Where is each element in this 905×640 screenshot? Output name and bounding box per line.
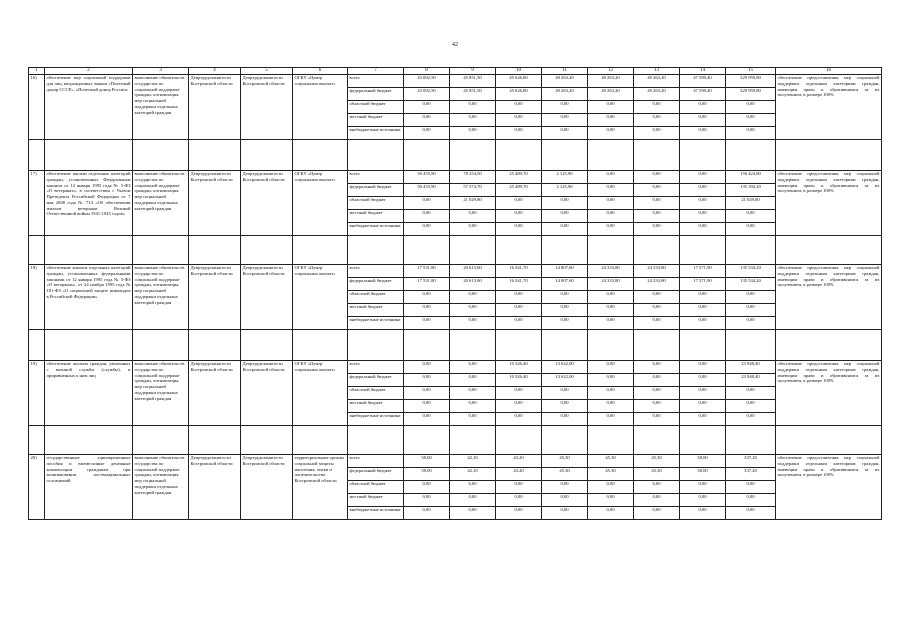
column-number: 10 bbox=[496, 68, 542, 75]
item-customer: Депртрудозанятости Костромской области bbox=[189, 361, 241, 426]
source-label: федеральный бюджет bbox=[348, 468, 404, 481]
item-result: обеспечение предоставления мер социальной поддержки отдельным категориям граждан, имеющим право и обратившимся за их получением, в размере 100% bbox=[776, 455, 882, 520]
source-label: внебюджетные источники bbox=[348, 507, 404, 520]
item-organization: ОГКУ «Центр социальных выплат» bbox=[293, 171, 348, 236]
amount-cell: 24 333,80 bbox=[634, 278, 680, 291]
amount-cell: 0,00 bbox=[634, 184, 680, 197]
amount-cell: 16 341,70 bbox=[496, 265, 542, 278]
amount-cell: 0,00 bbox=[634, 127, 680, 140]
amount-cell: 45,30 bbox=[542, 468, 588, 481]
amount-cell: 58,00 bbox=[404, 468, 450, 481]
amount-cell: 0,00 bbox=[726, 317, 776, 330]
item-customer: Депртрудозанятости Костромской области bbox=[189, 171, 241, 236]
source-label: всего bbox=[348, 171, 404, 184]
source-label: внебюджетные источники bbox=[348, 317, 404, 330]
amount-cell: 13 622,00 bbox=[542, 374, 588, 387]
source-label: областной бюджет bbox=[348, 197, 404, 210]
amount-cell: 0,00 bbox=[496, 494, 542, 507]
amount-cell: 0,00 bbox=[726, 291, 776, 304]
amount-cell: 0,00 bbox=[680, 184, 726, 197]
amount-cell: 43,20 bbox=[496, 455, 542, 468]
column-number: 7 bbox=[348, 68, 404, 75]
row-gap bbox=[29, 140, 882, 171]
item-number: 17) bbox=[29, 171, 45, 236]
amount-cell: 0,00 bbox=[588, 184, 634, 197]
amount-cell: 0,00 bbox=[450, 400, 496, 413]
source-label: федеральный бюджет bbox=[348, 278, 404, 291]
amount-cell: 0,00 bbox=[496, 197, 542, 210]
column-number: 4 bbox=[189, 68, 241, 75]
amount-cell: 0,00 bbox=[726, 413, 776, 426]
amount-cell: 0,00 bbox=[634, 374, 680, 387]
amount-cell: 0,00 bbox=[450, 413, 496, 426]
amount-cell: 0,00 bbox=[588, 304, 634, 317]
amount-cell: 0,00 bbox=[726, 304, 776, 317]
item-organization: территориальные органы социальной защиты населения, опеки и попечительства Костромской области bbox=[293, 455, 348, 520]
column-number: 1 bbox=[29, 68, 45, 75]
item-organization: ОГКУ «Центр социальных выплат» bbox=[293, 265, 348, 330]
amount-cell: 0,00 bbox=[680, 494, 726, 507]
amount-cell: 0,00 bbox=[588, 223, 634, 236]
column-number: 16 bbox=[776, 68, 882, 75]
amount-cell: 329 959,80 bbox=[726, 88, 776, 101]
amount-cell: 0,00 bbox=[404, 114, 450, 127]
item-task: выполнение обязательств государства по социальной поддержке граждан, оптимизация мер социальной поддержки отдельных категорий граждан bbox=[133, 361, 189, 426]
amount-cell: 0,00 bbox=[588, 361, 634, 374]
amount-cell: 0,00 bbox=[588, 400, 634, 413]
source-label: федеральный бюджет bbox=[348, 184, 404, 197]
amount-cell: 17 531,80 bbox=[404, 265, 450, 278]
amount-cell: 0,00 bbox=[542, 494, 588, 507]
amount-cell: 0,00 bbox=[450, 507, 496, 520]
amount-cell: 0,00 bbox=[404, 387, 450, 400]
column-number: 2 bbox=[45, 68, 133, 75]
source-label: областной бюджет bbox=[348, 101, 404, 114]
amount-cell: 42,10 bbox=[450, 468, 496, 481]
amount-cell: 0,00 bbox=[496, 114, 542, 127]
source-row bbox=[29, 75, 882, 88]
item-executor: Депртрудозанятости Костромской области bbox=[241, 455, 293, 520]
amount-cell: 0,00 bbox=[680, 210, 726, 223]
amount-cell: 0,00 bbox=[680, 291, 726, 304]
amount-cell: 0,00 bbox=[634, 304, 680, 317]
amount-cell: 45,30 bbox=[542, 455, 588, 468]
amount-cell: 25 489,70 bbox=[496, 184, 542, 197]
row-gap bbox=[29, 426, 882, 455]
amount-cell: 0,00 bbox=[634, 197, 680, 210]
source-row bbox=[29, 265, 882, 278]
item-result: обеспечение предоставления мер социальной поддержки отдельным категориям граждан, имеющим право и обратившимся за их получением, в размере 100% bbox=[776, 75, 882, 140]
amount-cell: 78 254,50 bbox=[450, 171, 496, 184]
amount-cell: 0,00 bbox=[450, 210, 496, 223]
item-number: 18) bbox=[29, 265, 45, 330]
amount-cell: 0,00 bbox=[450, 374, 496, 387]
amount-cell: 0,00 bbox=[404, 400, 450, 413]
amount-cell: 17 571,90 bbox=[680, 278, 726, 291]
amount-cell: 42,10 bbox=[450, 455, 496, 468]
row-gap bbox=[29, 330, 882, 361]
amount-cell: 0,00 bbox=[542, 223, 588, 236]
amount-cell: 0,00 bbox=[450, 127, 496, 140]
source-row bbox=[29, 455, 882, 468]
amount-cell: 0,00 bbox=[404, 317, 450, 330]
amount-cell: 0,00 bbox=[496, 481, 542, 494]
amount-cell: 0,00 bbox=[680, 197, 726, 210]
amount-cell: 24 333,80 bbox=[588, 278, 634, 291]
amount-cell: 0,00 bbox=[726, 507, 776, 520]
item-name: обеспечение жилым отдельных категорий граждан, установленных Федеральным законом от 12 января 1995 года № 5-ФЗ «О ветеранах», в соответствии с Указом Президента Российской Федерации от 7 мая 2008 года № 714 «Об обеспечении жильем ветеранов Великой Отечественной войны 1941-1945 годов» bbox=[45, 171, 133, 236]
amount-cell: 0,00 bbox=[542, 387, 588, 400]
amount-cell: 0,00 bbox=[634, 210, 680, 223]
amount-cell: 0,00 bbox=[450, 114, 496, 127]
amount-cell: 0,00 bbox=[634, 101, 680, 114]
source-row bbox=[29, 171, 882, 184]
amount-cell: 0,00 bbox=[496, 101, 542, 114]
amount-cell: 0,00 bbox=[634, 481, 680, 494]
amount-cell: 0,00 bbox=[680, 481, 726, 494]
amount-cell: 0,00 bbox=[496, 127, 542, 140]
amount-cell: 0,00 bbox=[588, 413, 634, 426]
amount-cell: 0,00 bbox=[542, 114, 588, 127]
amount-cell: 135 534,20 bbox=[726, 278, 776, 291]
column-number: 5 bbox=[241, 68, 293, 75]
amount-cell: 47 599,40 bbox=[680, 88, 726, 101]
source-label: внебюджетные источники bbox=[348, 127, 404, 140]
amount-cell: 0,00 bbox=[588, 197, 634, 210]
amount-cell: 0,00 bbox=[680, 317, 726, 330]
amount-cell: 0,00 bbox=[496, 210, 542, 223]
amount-cell: 0,00 bbox=[496, 304, 542, 317]
source-label: местный бюджет bbox=[348, 400, 404, 413]
amount-cell: 329 959,80 bbox=[726, 75, 776, 88]
column-number: 6 bbox=[293, 68, 348, 75]
source-label: местный бюджет bbox=[348, 494, 404, 507]
amount-cell: 0,00 bbox=[680, 101, 726, 114]
amount-cell: 0,00 bbox=[726, 387, 776, 400]
amount-cell: 0,00 bbox=[634, 114, 680, 127]
item-name: обеспечение мер социальной поддержки для лиц, награжденных знаком «Почетный донор СССР», «Почетный донор России» bbox=[45, 75, 133, 140]
amount-cell: 0,00 bbox=[680, 223, 726, 236]
amount-cell: 16 341,70 bbox=[496, 278, 542, 291]
amount-cell: 0,00 bbox=[450, 101, 496, 114]
amount-cell: 0,00 bbox=[404, 127, 450, 140]
amount-cell: 50 455,90 bbox=[404, 184, 450, 197]
source-label: внебюджетные источники bbox=[348, 413, 404, 426]
amount-cell: 0,00 bbox=[726, 101, 776, 114]
amount-cell: 14 807,60 bbox=[542, 278, 588, 291]
source-label: всего bbox=[348, 75, 404, 88]
item-customer: Депртрудозанятости Костромской области bbox=[189, 265, 241, 330]
amount-cell: 0,00 bbox=[496, 223, 542, 236]
source-label: местный бюджет bbox=[348, 304, 404, 317]
amount-cell: 0,00 bbox=[634, 387, 680, 400]
amount-cell: 0,00 bbox=[450, 494, 496, 507]
amount-cell: 23 948,40 bbox=[726, 361, 776, 374]
amount-cell: 0,00 bbox=[496, 291, 542, 304]
amount-cell: 0,00 bbox=[588, 494, 634, 507]
amount-cell: 0,00 bbox=[588, 374, 634, 387]
amount-cell: 0,00 bbox=[726, 127, 776, 140]
amount-cell: 0,00 bbox=[404, 413, 450, 426]
amount-cell: 49 263,20 bbox=[542, 75, 588, 88]
amount-cell: 337,20 bbox=[726, 468, 776, 481]
item-number: 16) bbox=[29, 75, 45, 140]
amount-cell: 0,00 bbox=[726, 400, 776, 413]
amount-cell: 0,00 bbox=[726, 210, 776, 223]
amount-cell: 49 263,20 bbox=[588, 88, 634, 101]
amount-cell: 10 326,40 bbox=[496, 361, 542, 374]
amount-cell: 58,00 bbox=[680, 468, 726, 481]
amount-cell: 0,00 bbox=[634, 171, 680, 184]
source-label: областной бюджет bbox=[348, 481, 404, 494]
amount-cell: 0,00 bbox=[404, 101, 450, 114]
amount-cell: 0,00 bbox=[588, 101, 634, 114]
amount-cell: 0,00 bbox=[496, 413, 542, 426]
amount-cell: 0,00 bbox=[404, 223, 450, 236]
amount-cell: 0,00 bbox=[680, 507, 726, 520]
amount-cell: 45 851,50 bbox=[450, 75, 496, 88]
amount-cell: 0,00 bbox=[588, 127, 634, 140]
item-number: 20) bbox=[29, 455, 45, 520]
item-name: обеспечение жильем граждан, уволенных с военной службы (службы), и приравненных к ним лиц bbox=[45, 361, 133, 426]
amount-cell: 0,00 bbox=[542, 481, 588, 494]
item-customer: Депртрудозанятости Костромской области bbox=[189, 455, 241, 520]
amount-cell: 20 613,60 bbox=[450, 265, 496, 278]
column-number: 9 bbox=[450, 68, 496, 75]
amount-cell: 0,00 bbox=[496, 387, 542, 400]
column-number: 14 bbox=[680, 68, 726, 75]
amount-cell: 156 424,80 bbox=[726, 171, 776, 184]
amount-cell: 0,00 bbox=[450, 481, 496, 494]
amount-cell: 49 263,20 bbox=[542, 88, 588, 101]
amount-cell: 2 125,90 bbox=[542, 184, 588, 197]
amount-cell: 21 029,80 bbox=[726, 197, 776, 210]
amount-cell: 0,00 bbox=[588, 387, 634, 400]
amount-cell: 50 455,90 bbox=[404, 171, 450, 184]
amount-cell: 0,00 bbox=[634, 400, 680, 413]
amount-cell: 45 626,80 bbox=[496, 88, 542, 101]
amount-cell: 0,00 bbox=[404, 210, 450, 223]
item-result: обеспечение предоставления мер социальной поддержки отдельным категориям граждан, имеющим право и обратившимся за их получением, в размере 100% bbox=[776, 171, 882, 236]
page-number: 42 bbox=[452, 42, 458, 48]
source-row bbox=[29, 361, 882, 374]
source-label: местный бюджет bbox=[348, 210, 404, 223]
amount-cell: 0,00 bbox=[450, 317, 496, 330]
column-number: 12 bbox=[588, 68, 634, 75]
budget-table bbox=[28, 67, 882, 520]
amount-cell: 0,00 bbox=[634, 317, 680, 330]
amount-cell: 0,00 bbox=[634, 291, 680, 304]
item-organization: ОГКУ «Центр социальных выплат» bbox=[293, 361, 348, 426]
amount-cell: 0,00 bbox=[542, 291, 588, 304]
amount-cell: 0,00 bbox=[588, 291, 634, 304]
row-gap bbox=[29, 236, 882, 265]
source-label: всего bbox=[348, 455, 404, 468]
amount-cell: 0,00 bbox=[542, 127, 588, 140]
item-executor: Депртрудозанятости Костромской области bbox=[241, 265, 293, 330]
amount-cell: 0,00 bbox=[404, 197, 450, 210]
amount-cell: 45,30 bbox=[634, 468, 680, 481]
source-label: областной бюджет bbox=[348, 387, 404, 400]
item-organization: ОГКУ «Центр социальных выплат» bbox=[293, 75, 348, 140]
amount-cell: 0,00 bbox=[450, 304, 496, 317]
item-result: обеспечение предоставления мер социальной поддержки отдельным категориям граждан, имеющим право и обратившимся за их получением, в размере 100% bbox=[776, 265, 882, 330]
amount-cell: 135 534,20 bbox=[726, 265, 776, 278]
amount-cell: 0,00 bbox=[680, 413, 726, 426]
item-executor: Депртрудозанятости Костромской области bbox=[241, 171, 293, 236]
source-label: областной бюджет bbox=[348, 291, 404, 304]
source-label: всего bbox=[348, 265, 404, 278]
amount-cell: 0,00 bbox=[496, 507, 542, 520]
item-executor: Депртрудозанятости Костромской области bbox=[241, 361, 293, 426]
amount-cell: 0,00 bbox=[680, 400, 726, 413]
amount-cell: 0,00 bbox=[542, 197, 588, 210]
amount-cell: 49 263,20 bbox=[588, 75, 634, 88]
amount-cell: 0,00 bbox=[726, 481, 776, 494]
amount-cell: 0,00 bbox=[726, 223, 776, 236]
amount-cell: 45 851,50 bbox=[450, 88, 496, 101]
amount-cell: 0,00 bbox=[634, 223, 680, 236]
item-executor: Депртрудозанятости Костромской области bbox=[241, 75, 293, 140]
amount-cell: 43 092,50 bbox=[404, 88, 450, 101]
column-number: 8 bbox=[404, 68, 450, 75]
amount-cell: 0,00 bbox=[542, 507, 588, 520]
amount-cell: 0,00 bbox=[680, 361, 726, 374]
amount-cell: 0,00 bbox=[726, 114, 776, 127]
amount-cell: 24 333,80 bbox=[588, 265, 634, 278]
amount-cell: 0,00 bbox=[634, 494, 680, 507]
amount-cell: 43 092,50 bbox=[404, 75, 450, 88]
amount-cell: 0,00 bbox=[404, 291, 450, 304]
amount-cell: 0,00 bbox=[680, 127, 726, 140]
source-label: федеральный бюджет bbox=[348, 374, 404, 387]
column-number: 3 bbox=[133, 68, 189, 75]
amount-cell: 25 489,70 bbox=[496, 171, 542, 184]
item-customer: Депртрудозанятости Костромской области bbox=[189, 75, 241, 140]
column-number: 15 bbox=[726, 68, 776, 75]
amount-cell: 0,00 bbox=[404, 361, 450, 374]
amount-cell: 58,00 bbox=[404, 455, 450, 468]
amount-cell: 45 626,80 bbox=[496, 75, 542, 88]
amount-cell: 0,00 bbox=[680, 114, 726, 127]
amount-cell: 17 531,80 bbox=[404, 278, 450, 291]
amount-cell: 0,00 bbox=[588, 507, 634, 520]
amount-cell: 2 125,90 bbox=[542, 171, 588, 184]
amount-cell: 21 029,80 bbox=[450, 197, 496, 210]
column-number: 13 bbox=[634, 68, 680, 75]
amount-cell: 0,00 bbox=[680, 387, 726, 400]
amount-cell: 0,00 bbox=[450, 291, 496, 304]
amount-cell: 0,00 bbox=[496, 400, 542, 413]
column-number: 11 bbox=[542, 68, 588, 75]
amount-cell: 0,00 bbox=[588, 210, 634, 223]
amount-cell: 0,00 bbox=[726, 494, 776, 507]
amount-cell: 23 948,40 bbox=[726, 374, 776, 387]
amount-cell: 10 326,40 bbox=[496, 374, 542, 387]
source-label: местный бюджет bbox=[348, 114, 404, 127]
amount-cell: 0,00 bbox=[404, 494, 450, 507]
source-label: федеральный бюджет bbox=[348, 88, 404, 101]
amount-cell: 45,30 bbox=[634, 455, 680, 468]
item-name: государственные единовременные пособия и ежемесячные денежные компенсации гражданам при возникновении поствакцинальных осложнений bbox=[45, 455, 133, 520]
amount-cell: 0,00 bbox=[496, 317, 542, 330]
amount-cell: 0,00 bbox=[634, 507, 680, 520]
amount-cell: 58,00 bbox=[680, 455, 726, 468]
amount-cell: 0,00 bbox=[634, 413, 680, 426]
amount-cell: 0,00 bbox=[588, 317, 634, 330]
item-name: обеспечение жильем отдельных категорий граждан, установленных федеральными законами от 12 января 1995 года № 5-ФЗ «О ветеранах», от 24 ноября 1995 года № 181-ФЗ «О социальной защите инвалидов в Российской Федерации» bbox=[45, 265, 133, 330]
amount-cell: 17 571,90 bbox=[680, 265, 726, 278]
amount-cell: 0,00 bbox=[404, 304, 450, 317]
amount-cell: 47 599,40 bbox=[680, 75, 726, 88]
amount-cell: 0,00 bbox=[404, 481, 450, 494]
amount-cell: 45,30 bbox=[588, 468, 634, 481]
item-task: выполнение обязательств государства по социальной поддержке граждан, оптимизация мер социальной поддержки отдельных категорий граждан bbox=[133, 171, 189, 236]
item-task: выполнение обязательств государства по социальной поддержке граждан, оптимизация мер социальной поддержки отдельных категорий граждан bbox=[133, 455, 189, 520]
item-result: обеспечение предоставления мер социальной поддержки отдельным категориям граждан, имеющим право и обратившимся за их получением, в размере 100% bbox=[776, 361, 882, 426]
amount-cell: 0,00 bbox=[542, 304, 588, 317]
amount-cell: 0,00 bbox=[542, 101, 588, 114]
amount-cell: 0,00 bbox=[588, 481, 634, 494]
amount-cell: 0,00 bbox=[680, 374, 726, 387]
amount-cell: 0,00 bbox=[450, 223, 496, 236]
amount-cell: 0,00 bbox=[588, 171, 634, 184]
amount-cell: 0,00 bbox=[404, 374, 450, 387]
amount-cell: 0,00 bbox=[634, 361, 680, 374]
amount-cell: 24 333,80 bbox=[634, 265, 680, 278]
item-number: 19) bbox=[29, 361, 45, 426]
amount-cell: 0,00 bbox=[542, 317, 588, 330]
amount-cell: 45,30 bbox=[588, 455, 634, 468]
amount-cell: 57 374,70 bbox=[450, 184, 496, 197]
amount-cell: 49 263,20 bbox=[634, 88, 680, 101]
amount-cell: 0,00 bbox=[542, 210, 588, 223]
amount-cell: 20 613,60 bbox=[450, 278, 496, 291]
amount-cell: 0,00 bbox=[588, 114, 634, 127]
amount-cell: 0,00 bbox=[450, 361, 496, 374]
amount-cell: 0,00 bbox=[450, 387, 496, 400]
column-number-row bbox=[29, 68, 882, 75]
amount-cell: 14 807,60 bbox=[542, 265, 588, 278]
item-task: выполнение обязательств государства по социальной поддержке граждан, оптимизация мер социальной поддержки отдельных категорий граждан bbox=[133, 265, 189, 330]
amount-cell: 337,20 bbox=[726, 455, 776, 468]
source-label: внебюджетные источники bbox=[348, 223, 404, 236]
amount-cell: 43,20 bbox=[496, 468, 542, 481]
amount-cell: 0,00 bbox=[404, 507, 450, 520]
amount-cell: 0,00 bbox=[542, 400, 588, 413]
amount-cell: 0,00 bbox=[680, 304, 726, 317]
source-label: всего bbox=[348, 361, 404, 374]
amount-cell: 135 394,20 bbox=[726, 184, 776, 197]
amount-cell: 13 622,00 bbox=[542, 361, 588, 374]
amount-cell: 0,00 bbox=[542, 413, 588, 426]
amount-cell: 49 263,20 bbox=[634, 75, 680, 88]
item-task: выполнение обязательств государства по социальной поддержке граждан, оптимизация мер социальной поддержки отдельных категорий граждан bbox=[133, 75, 189, 140]
amount-cell: 0,00 bbox=[680, 171, 726, 184]
